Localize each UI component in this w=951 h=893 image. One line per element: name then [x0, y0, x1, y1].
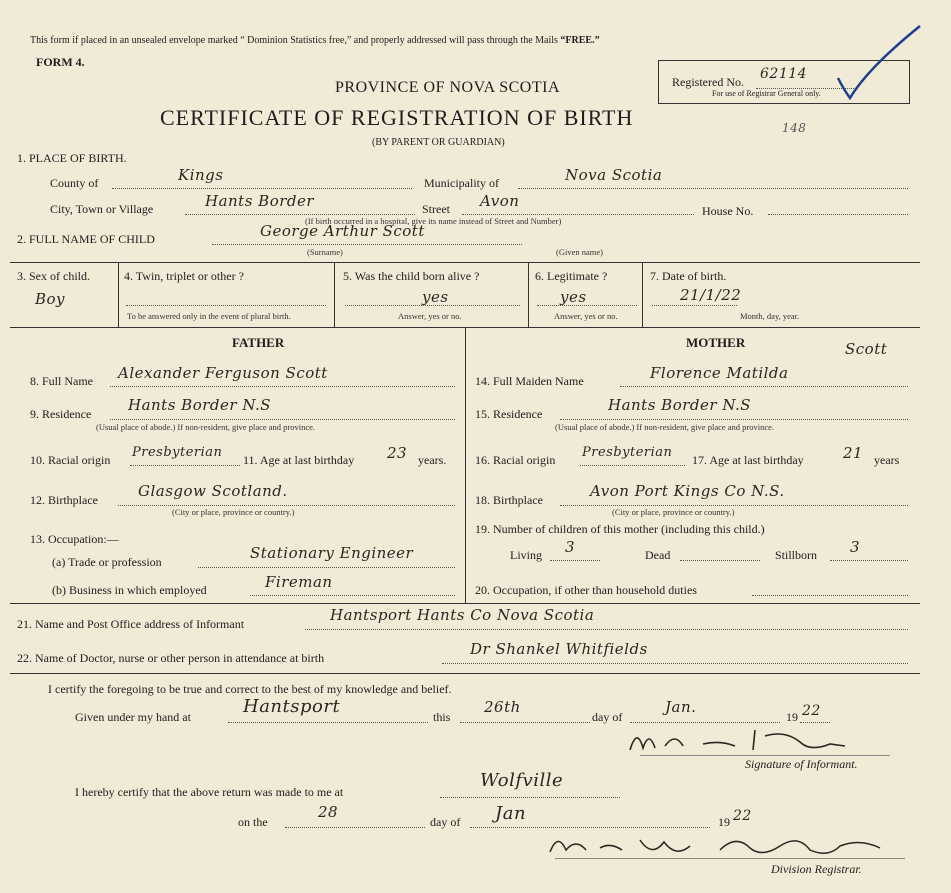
dob-value: 21/1/22 — [680, 286, 742, 304]
municipality-label: Municipality of — [424, 176, 499, 190]
mother-name-correction: Scott — [845, 340, 888, 358]
registrar-year-printed: 19 — [718, 815, 730, 829]
father-age-value: 23 — [387, 444, 408, 462]
informant-value: Hantsport Hants Co Nova Scotia — [330, 606, 595, 624]
dob-note: Month, day, year. — [740, 311, 800, 321]
mother-name-label: 14. Full Maiden Name — [475, 374, 584, 388]
mail-notice-text: This form if placed in an unsealed envelope marked “ Dominion Statistics free,” and properly addressed will pass through the Mails — [30, 35, 558, 46]
year-value: 22 — [802, 703, 821, 719]
given-name-note: (Given name) — [556, 247, 603, 257]
father-birthplace-value: Glasgow Scotland. — [138, 482, 288, 500]
informant-signature-label: Signature of Informant. — [745, 757, 858, 771]
on-the-label: on the — [238, 815, 268, 829]
mother-name-value: Florence Matilda — [650, 364, 789, 382]
checkmark-icon — [820, 18, 930, 108]
father-birthplace-label: 12. Birthplace — [30, 493, 98, 507]
father-residence-value: Hants Border N.S — [128, 396, 272, 414]
father-racial-value: Presbyterian — [132, 445, 223, 460]
doctor-value: Dr Shankel Whitfields — [470, 640, 648, 658]
street-label: Street — [422, 202, 450, 216]
alive-label: 5. Was the child born alive ? — [343, 269, 480, 283]
year-printed: 19 — [786, 710, 798, 724]
trade-value: Stationary Engineer — [250, 544, 414, 562]
registrar-signature-label: Division Registrar. — [771, 862, 862, 876]
mother-age-value: 21 — [843, 444, 864, 462]
child-name-label: 2. FULL NAME OF CHILD — [17, 232, 155, 246]
municipality-value: Nova Scotia — [565, 166, 663, 184]
mother-birthplace-value: Avon Port Kings Co N.S. — [590, 482, 785, 500]
registrar-day-of-label: day of — [430, 815, 461, 829]
page-title: CERTIFICATE OF REGISTRATION OF BIRTH — [160, 105, 634, 130]
informant-signature — [625, 722, 865, 758]
given-place-value: Hantsport — [243, 696, 341, 717]
mother-residence-value: Hants Border N.S — [608, 396, 752, 414]
father-name-label: 8. Full Name — [30, 374, 93, 388]
father-racial-label: 10. Racial origin — [30, 453, 111, 467]
legitimate-note: Answer, yes or no. — [554, 311, 618, 321]
father-name-value: Alexander Ferguson Scott — [118, 364, 328, 382]
province-heading: PROVINCE OF NOVA SCOTIA — [335, 79, 561, 96]
mother-heading: MOTHER — [686, 335, 746, 350]
business-label: (b) Business in which employed — [52, 583, 207, 597]
alive-value: yes — [422, 288, 449, 306]
mother-birthplace-note: (City or place, province or country.) — [612, 507, 735, 517]
registrar-text: I hereby certify that the above return was made to me at — [75, 785, 344, 799]
sex-value: Boy — [35, 290, 66, 308]
father-birthplace-note: (City or place, province or country.) — [172, 507, 295, 517]
registered-no-value: 62114 — [760, 66, 808, 82]
legitimate-value: yes — [560, 288, 587, 306]
place-of-birth-heading: 1. PLACE OF BIRTH. — [17, 151, 127, 165]
day-of-label: day of — [592, 710, 623, 724]
city-value: Hants Border — [205, 192, 315, 210]
mother-years-label: years — [874, 453, 900, 467]
stillborn-label: Stillborn — [775, 548, 818, 562]
page-subtitle: (BY PARENT OR GUARDIAN) — [372, 137, 505, 148]
father-residence-note: (Usual place of abode.) If non-resident, give place and province. — [96, 422, 316, 432]
margin-number: 148 — [782, 121, 807, 135]
mother-birthplace-label: 18. Birthplace — [475, 493, 543, 507]
occupation-label: 13. Occupation:— — [30, 532, 119, 546]
living-label: Living — [510, 548, 542, 562]
business-value: Fireman — [265, 573, 333, 591]
living-value: 3 — [565, 538, 576, 556]
registered-no-label: Registered No. — [672, 75, 744, 89]
house-label: House No. — [702, 204, 754, 218]
father-years-label: years. — [418, 453, 447, 467]
mother-residence-label: 15. Residence — [475, 407, 543, 421]
dead-label: Dead — [645, 548, 671, 562]
twin-label: 4. Twin, triplet or other ? — [124, 269, 244, 283]
legitimate-label: 6. Legitimate ? — [535, 269, 608, 283]
day-value: 26th — [484, 698, 521, 716]
given-label: Given under my hand at — [75, 710, 191, 724]
hospital-note: (If birth occurred in a hospital, give its name instead of Street and Number) — [305, 216, 562, 226]
surname-note: (Surname) — [307, 247, 343, 257]
street-value: Avon — [480, 192, 520, 210]
doctor-label: 22. Name of Doctor, nurse or other person in attendance at birth — [17, 651, 325, 665]
informant-label: 21. Name and Post Office address of Informant — [17, 617, 245, 631]
trade-label: (a) Trade or profession — [52, 555, 162, 569]
sex-label: 3. Sex of child. — [17, 269, 90, 283]
certify-text: I certify the foregoing to be true and correct to the best of my knowledge and belief. — [48, 682, 452, 696]
registrar-year-value: 22 — [733, 808, 752, 824]
registrar-place-value: Wolfville — [480, 770, 564, 791]
this-label: this — [433, 710, 451, 724]
dob-label: 7. Date of birth. — [650, 269, 727, 283]
mother-racial-value: Presbyterian — [582, 445, 673, 460]
registrar-day-value: 28 — [318, 803, 339, 821]
mother-occupation-label: 20. Occupation, if other than household duties — [475, 583, 697, 597]
mother-residence-note: (Usual place of abode.) If non-resident, give place and province. — [555, 422, 775, 432]
father-age-label: 11. Age at last birthday — [243, 453, 355, 467]
father-residence-label: 9. Residence — [30, 407, 92, 421]
mother-age-label: 17. Age at last birthday — [692, 453, 804, 467]
form-number: FORM 4. — [36, 55, 85, 69]
children-label: 19. Number of children of this mother (including this child.) — [475, 522, 765, 536]
stillborn-value: 3 — [850, 538, 861, 556]
month-value: Jan. — [665, 698, 697, 716]
mail-notice-free: “FREE.” — [560, 35, 600, 46]
registrar-month-value: Jan — [495, 803, 527, 824]
mother-racial-label: 16. Racial origin — [475, 453, 556, 467]
child-name-value: George Arthur Scott — [260, 222, 425, 240]
alive-note: Answer, yes or no. — [398, 311, 462, 321]
city-label: City, Town or Village — [50, 202, 154, 216]
mail-notice — [30, 36, 600, 46]
county-value: Kings — [178, 166, 224, 184]
county-label: County of — [50, 176, 99, 190]
father-heading: FATHER — [232, 335, 285, 350]
twin-note: To be answered only in the event of plural birth. — [127, 311, 291, 321]
registrar-use-note: For use of Registrar General only. — [712, 89, 821, 98]
